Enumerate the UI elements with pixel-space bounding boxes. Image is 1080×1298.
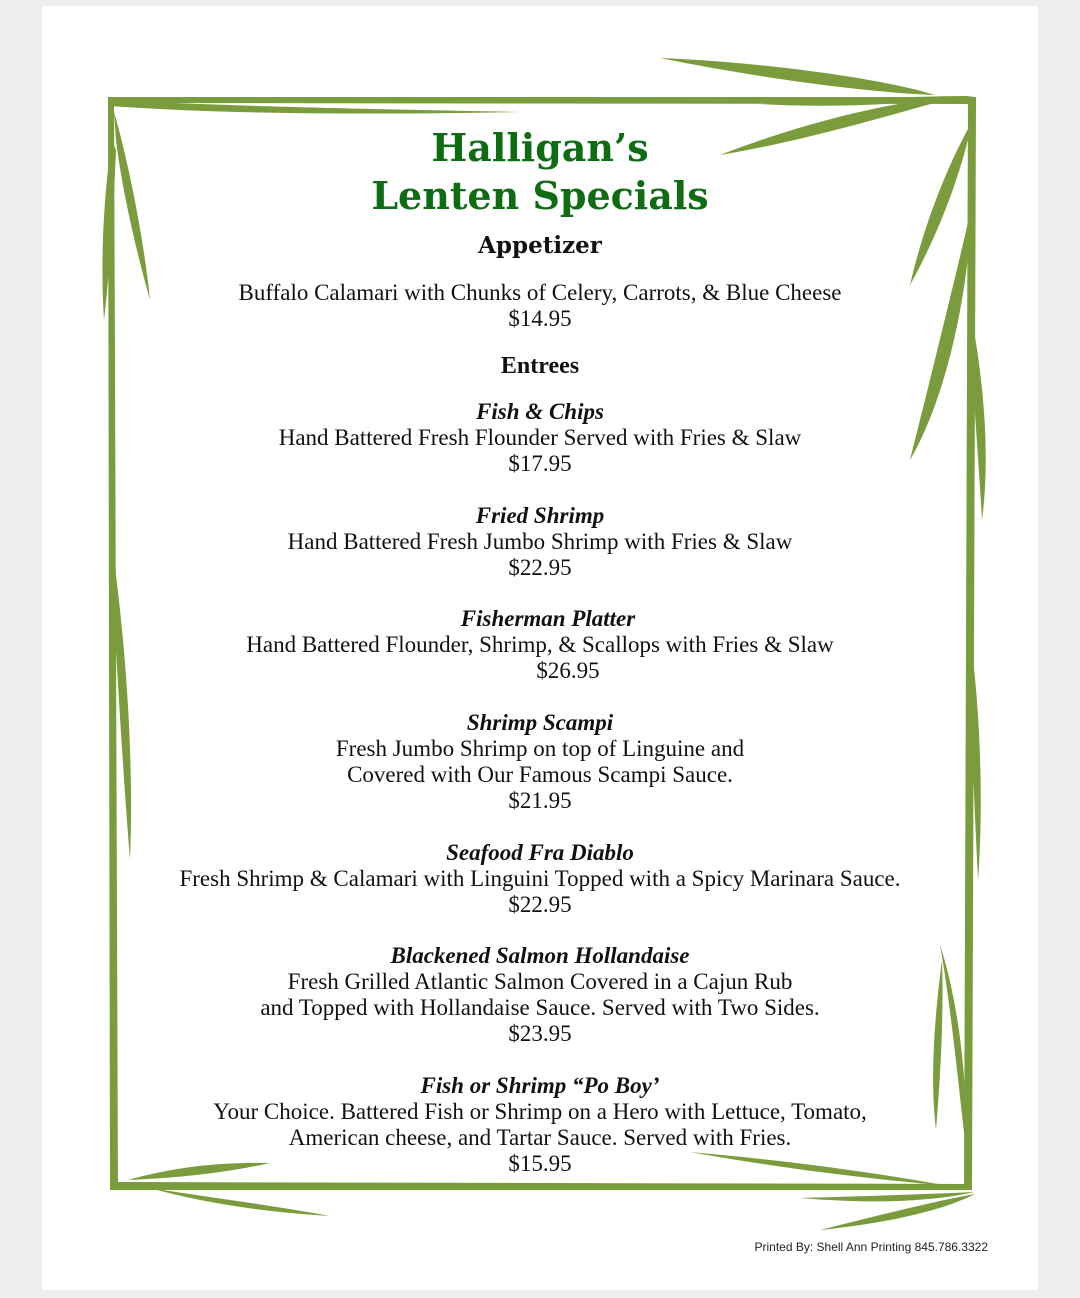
- menu-item-description: Hand Battered Fresh Flounder Served with Fries & Slaw: [278, 425, 802, 450]
- menu-title-line2: Lenten Specials: [371, 173, 709, 218]
- menu-item-name: Fisherman Platter: [460, 606, 636, 631]
- menu-item-name: Fish or Shrimp “Po Boy’: [420, 1073, 660, 1098]
- menu-item-name: Blackened Salmon Hollandaise: [390, 943, 690, 968]
- menu-item-name: Seafood Fra Diablo: [446, 840, 634, 865]
- menu-item-description: Covered with Our Famous Scampi Sauce.: [347, 762, 733, 787]
- menu-item-description: Hand Battered Flounder, Shrimp, & Scallops with Fries & Slaw: [246, 632, 834, 657]
- menu-item-description: American cheese, and Tartar Sauce. Served with Fries.: [288, 1125, 792, 1150]
- printer-credit: Printed By: Shell Ann Printing 845.786.3322: [754, 1240, 988, 1254]
- menu-item-price: $22.95: [508, 555, 572, 580]
- menu-item-price: $17.95: [508, 451, 572, 476]
- menu-item-description: Your Choice. Battered Fish or Shrimp on a Hero with Lettuce, Tomato,: [213, 1099, 867, 1124]
- menu-item-name: Shrimp Scampi: [466, 710, 614, 735]
- menu-item-description: and Topped with Hollandaise Sauce. Served with Two Sides.: [260, 995, 820, 1020]
- menu-item-price: $15.95: [508, 1151, 572, 1176]
- appetizer-heading: Appetizer: [478, 232, 602, 259]
- entrees-heading: Entrees: [500, 353, 580, 379]
- menu-item-price: $22.95: [508, 892, 572, 917]
- menu-item-description: Fresh Grilled Atlantic Salmon Covered in a Cajun Rub: [287, 969, 793, 994]
- menu-item-name: Fried Shrimp: [475, 503, 605, 528]
- appetizer-description: Buffalo Calamari with Chunks of Celery, Carrots, & Blue Cheese: [238, 280, 842, 305]
- menu-item-name: Fish & Chips: [476, 399, 604, 424]
- menu-title-line1: Halligan’s: [431, 125, 649, 170]
- menu-item-description: Fresh Shrimp & Calamari with Linguini Topped with a Spicy Marinara Sauce.: [179, 866, 901, 891]
- menu-item-description: Hand Battered Fresh Jumbo Shrimp with Fries & Slaw: [287, 529, 793, 554]
- menu-item-description: Fresh Jumbo Shrimp on top of Linguine and: [335, 736, 745, 761]
- menu-item-price: $26.95: [536, 658, 600, 683]
- menu-item-price: $23.95: [508, 1021, 572, 1046]
- menu-item-price: $21.95: [508, 788, 572, 813]
- appetizer-price: $14.95: [508, 306, 572, 331]
